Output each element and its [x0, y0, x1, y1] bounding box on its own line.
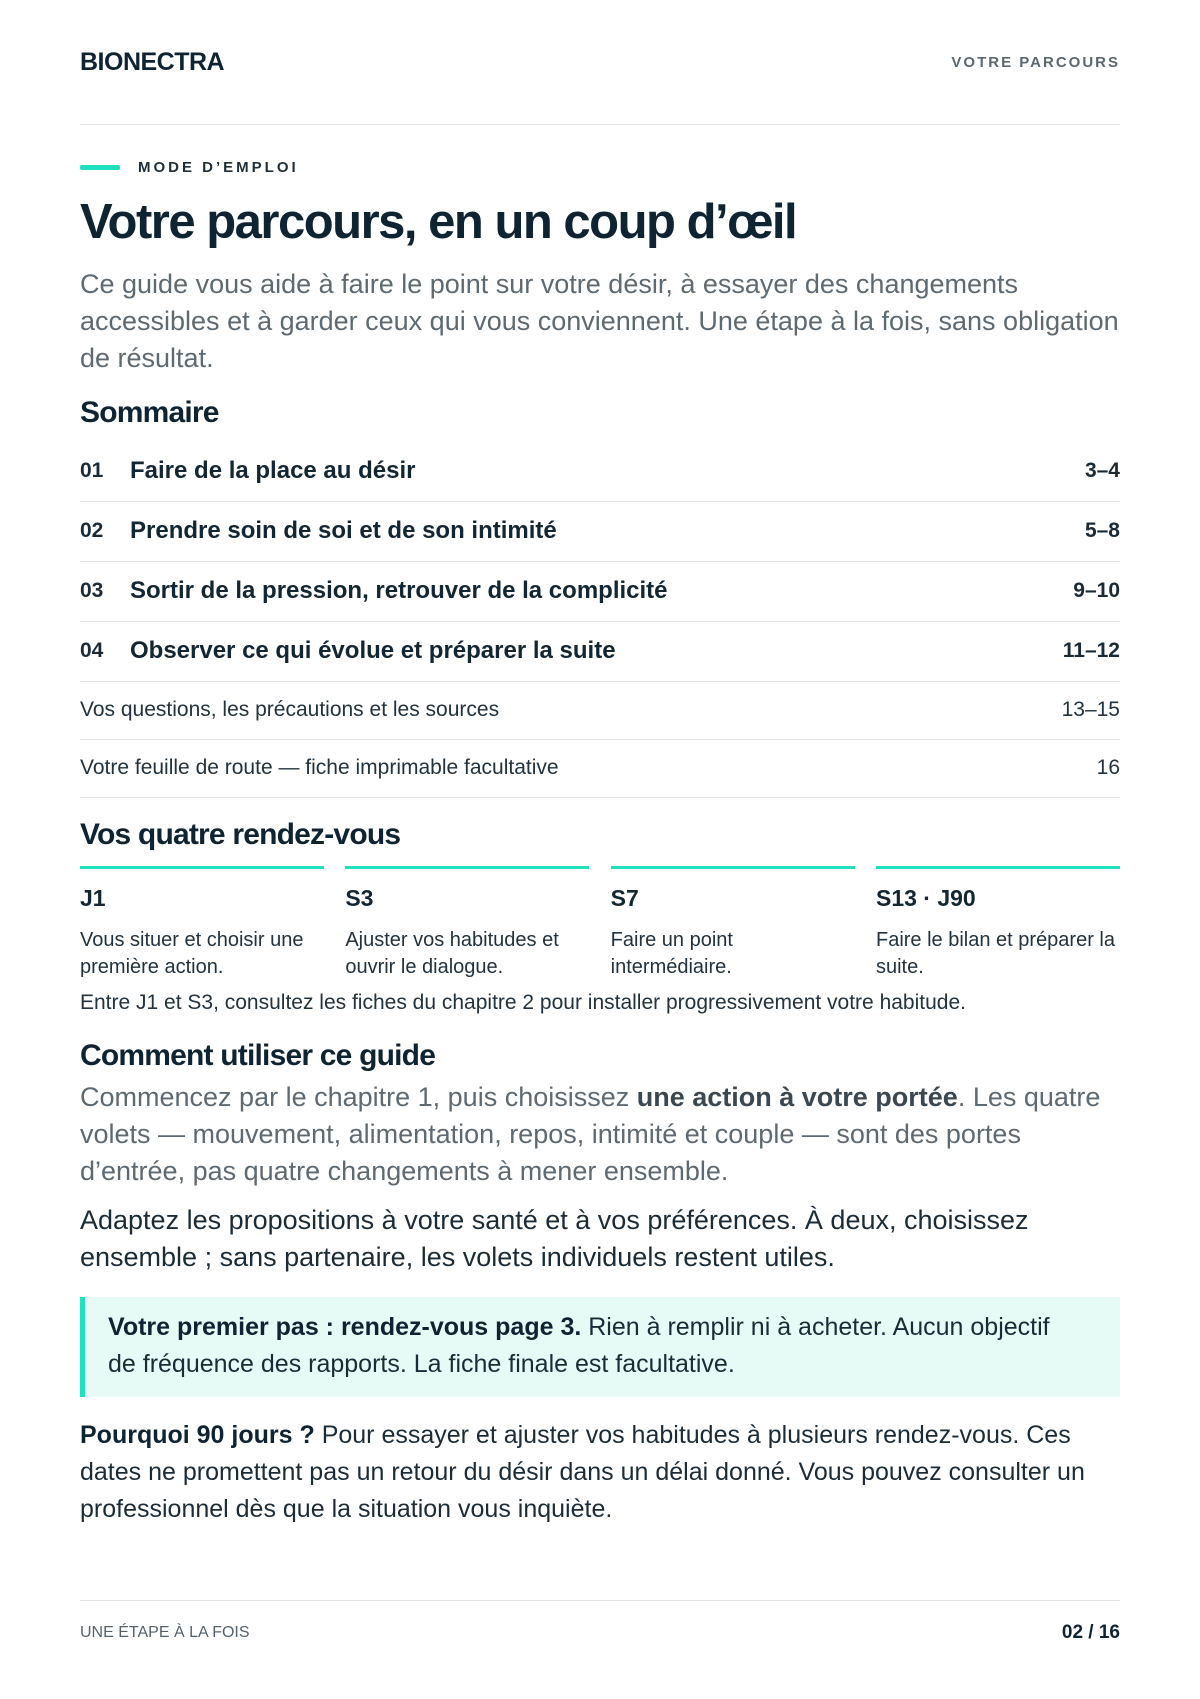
guide-paragraph-2: Adaptez les propositions à votre santé et à vos préférences. À deux, choisissez ensemble ; sans partenaire, les volets individuels restent utiles. — [80, 1204, 1029, 1272]
toc-item-pages: 13–15 — [1061, 698, 1120, 722]
toc-item-pages: 9–10 — [1073, 579, 1120, 603]
step-label: S13 · J90 — [875, 884, 976, 911]
toc-heading: Sommaire — [80, 395, 219, 429]
toc-item-title: Prendre soin de soi et de son intimité — [130, 517, 557, 545]
page-footer — [80, 1600, 1120, 1665]
toc-item-number: 02 — [80, 519, 104, 543]
toc-item-chapter-4[interactable] — [80, 622, 1120, 682]
toc-item-number: 03 — [80, 579, 104, 603]
first-step-callout — [80, 1297, 1120, 1397]
page-header — [80, 0, 1120, 125]
guide-paragraph-1 — [80, 1079, 1120, 1190]
footer-tagline: UNE ÉTAPE À LA FOIS — [80, 1624, 250, 1641]
step-description: Faire un point intermédiaire. — [610, 928, 733, 978]
guide-heading: Comment utiliser ce guide — [80, 1038, 436, 1072]
page-number: 02 / 16 — [1061, 1622, 1120, 1643]
rendezvous-steps — [80, 866, 1120, 981]
step-j1 — [80, 866, 324, 981]
toc-item-title: Vos questions, les précautions et les sources — [80, 698, 500, 722]
step-description: Vous situer et choisir une première action. — [80, 928, 304, 978]
toc-item-chapter-1[interactable] — [80, 442, 1120, 502]
kicker-accent-bar — [80, 165, 120, 170]
step-label: S7 — [610, 884, 639, 911]
step-label: S3 — [345, 884, 374, 911]
table-of-contents — [80, 442, 1120, 798]
guide-text: Commencez par le chapitre 1, puis choisissez — [80, 1081, 637, 1112]
toc-item-pages: 5–8 — [1084, 519, 1120, 543]
callout-emphasis: Votre premier pas : rendez-vous page 3. — [108, 1312, 582, 1341]
intro-paragraph: Ce guide vous aide à faire le point sur votre désir, à essayer des changements accessibles et à garder ceux qui vous conviennent. Une étape à la fois, sans obligation de résultat. — [80, 268, 1119, 373]
step-description: Ajuster vos habitudes et ouvrir le dialogue. — [345, 928, 559, 978]
toc-item-title: Observer ce qui évolue et préparer la suite — [130, 637, 616, 665]
toc-item-pages: 3–4 — [1084, 459, 1120, 483]
rendezvous-heading: Vos quatre rendez-vous — [80, 817, 401, 851]
why-90-days-paragraph — [80, 1417, 1120, 1528]
toc-item-chapter-3[interactable] — [80, 562, 1120, 622]
section-label: VOTRE PARCOURS — [951, 53, 1120, 71]
toc-item-number: 04 — [80, 639, 104, 663]
toc-item-title: Votre feuille de route — fiche imprimable facultative — [80, 756, 559, 780]
kicker-text: MODE D’EMPLOI — [138, 158, 299, 176]
step-description: Faire le bilan et préparer la suite. — [875, 928, 1115, 978]
guide-emphasis: une action à votre portée — [636, 1081, 958, 1112]
toc-item-questions[interactable] — [80, 682, 1120, 740]
kicker — [80, 155, 1120, 179]
toc-item-roadmap[interactable] — [80, 740, 1120, 798]
step-s7 — [611, 866, 855, 981]
callout-text: Rien à remplir ni à acheter. Aucun objectif de fréquence des rapports. La fiche finale est facultative. — [108, 1312, 1050, 1378]
step-s13-j90 — [876, 866, 1120, 981]
toc-item-pages: 11–12 — [1062, 639, 1120, 663]
why-emphasis: Pourquoi 90 jours ? — [80, 1420, 315, 1449]
rendezvous-note: Entre J1 et S3, consultez les fiches du chapitre 2 pour installer progressivement votre habitude. — [80, 990, 966, 1014]
toc-item-title: Faire de la place au désir — [130, 457, 416, 485]
toc-item-pages: 16 — [1096, 756, 1120, 780]
guide-text: . Les quatre volets — mouvement, alimentation, repos, intimité et couple — sont des portes d’entrée, pas quatre changements à mener ensemble. — [80, 1081, 1101, 1186]
brand-logo: BIONECTRA — [80, 47, 225, 76]
toc-item-chapter-2[interactable] — [80, 502, 1120, 562]
step-s3 — [345, 866, 589, 981]
page-title: Votre parcours, en un coup d’œil — [80, 195, 797, 249]
toc-item-title: Sortir de la pression, retrouver de la complicité — [130, 577, 668, 605]
step-label: J1 — [80, 884, 106, 911]
why-text: Pour essayer et ajuster vos habitudes à plusieurs rendez-vous. Ces dates ne promettent pas un retour du désir dans un délai donné. Vous pouvez consulter un professionnel dès que la situation vous inquiète. — [80, 1420, 1085, 1523]
toc-item-number: 01 — [80, 459, 104, 483]
